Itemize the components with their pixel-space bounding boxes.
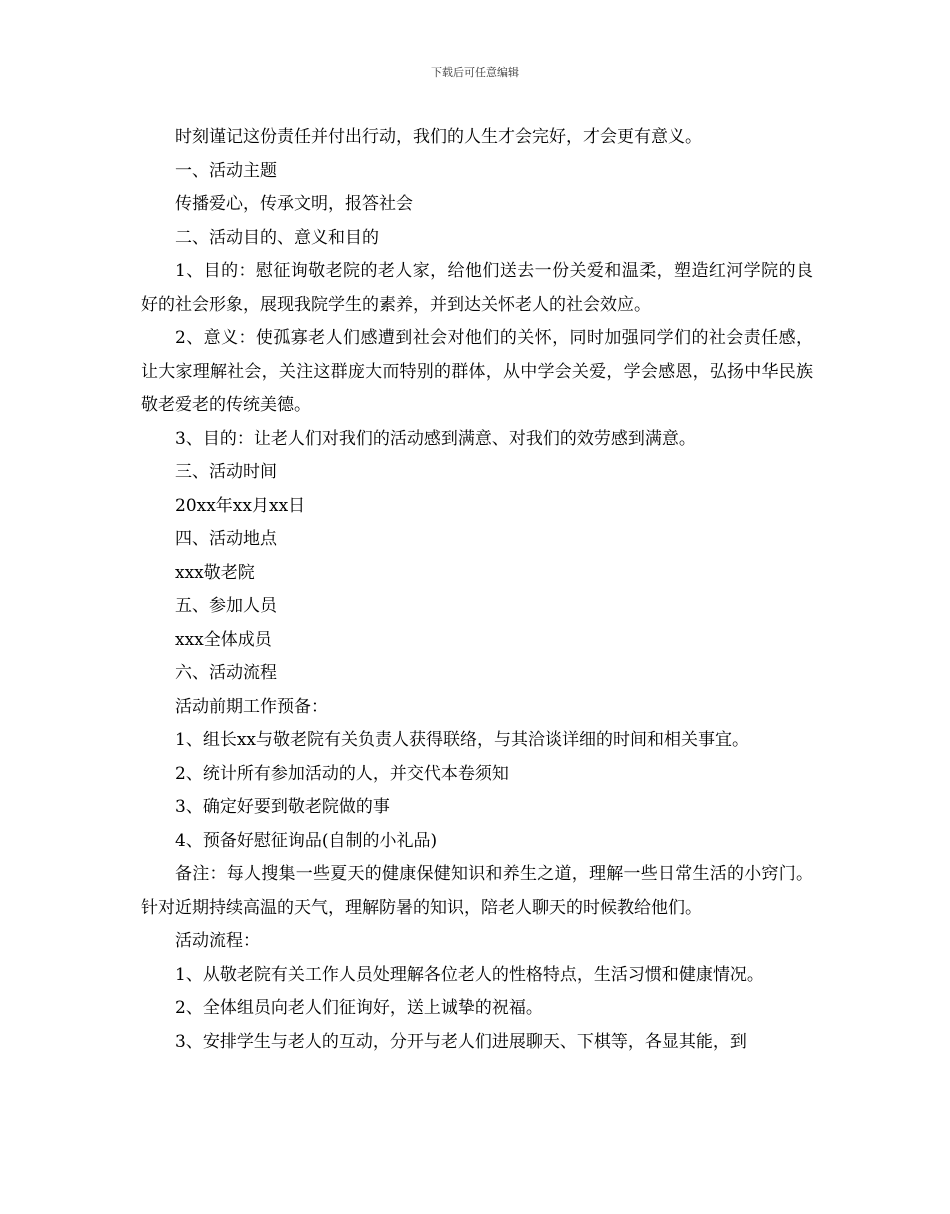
paragraph: 2、统计所有参加活动的人，并交代本卷须知 xyxy=(175,763,509,784)
section-heading: 一、活动主题 xyxy=(175,160,277,181)
paragraph: 3、安排学生与老人的互动，分开与老人们进展聊天、下棋等，各显其能，到 xyxy=(175,1031,747,1052)
paragraph: 2、意义：使孤寡老人们感遭到社会对他们的关怀，同时加强同学们的社会责任感，让大家理解社会，关注这群庞大而特别的群体，从中学会关爱，学会感恩，弘扬中华民族敬老爱老的传统美德。 xyxy=(141,328,813,415)
paragraph: xxx全体成员 xyxy=(175,629,272,650)
paragraph: 1、组长xx与敬老院有关负责人获得联络，与其洽谈详细的时间和相关事宜。 xyxy=(175,730,749,750)
paragraph: 传播爱心，传承文明，报答社会 xyxy=(175,194,413,214)
section-heading: 六、活动流程 xyxy=(175,663,277,683)
paragraph: 2、全体组员向老人们征询好，送上诚挚的祝福。 xyxy=(175,998,543,1018)
paragraph: 4、预备好慰征询品(自制的小礼品) xyxy=(175,830,438,851)
paragraph: 3、确定好要到敬老院做的事 xyxy=(175,797,390,817)
section-heading: 三、活动时间 xyxy=(175,462,277,482)
section-heading: 五、参加人员 xyxy=(175,596,277,616)
paragraph: 时刻谨记这份责任并付出行动，我们的人生才会完好，才会更有意义。 xyxy=(175,127,702,147)
paragraph: xxx敬老院 xyxy=(175,562,255,583)
paragraph: 备注：每人搜集一些夏天的健康保健知识和养生之道，理解一些日常生活的小窍门。针对近期持续高温的天气，理解防暑的知识，陪老人聊天的时候教给他们。 xyxy=(141,864,813,918)
page-header: 下载后可任意编辑 xyxy=(431,66,519,79)
section-heading: 二、活动目的、意义和目的 xyxy=(175,227,379,248)
paragraph: 活动流程： xyxy=(175,931,260,951)
paragraph: 1、从敬老院有关工作人员处理解各位老人的性格特点，生活习惯和健康情况。 xyxy=(175,964,764,985)
paragraph: 3、目的：让老人们对我们的活动感到满意、对我们的效劳感到满意。 xyxy=(175,428,696,449)
document-body xyxy=(141,121,813,1059)
paragraph: 1、目的：慰征询敬老院的老人家，给他们送去一份关爱和温柔，塑造红河学院的良好的社会形象，展现我院学生的素养，并到达关怀老人的社会效应。 xyxy=(141,261,813,315)
section-heading: 四、活动地点 xyxy=(175,529,277,549)
paragraph: 活动前期工作预备： xyxy=(175,696,328,717)
paragraph: 20xx年xx月xx日 xyxy=(175,495,306,516)
